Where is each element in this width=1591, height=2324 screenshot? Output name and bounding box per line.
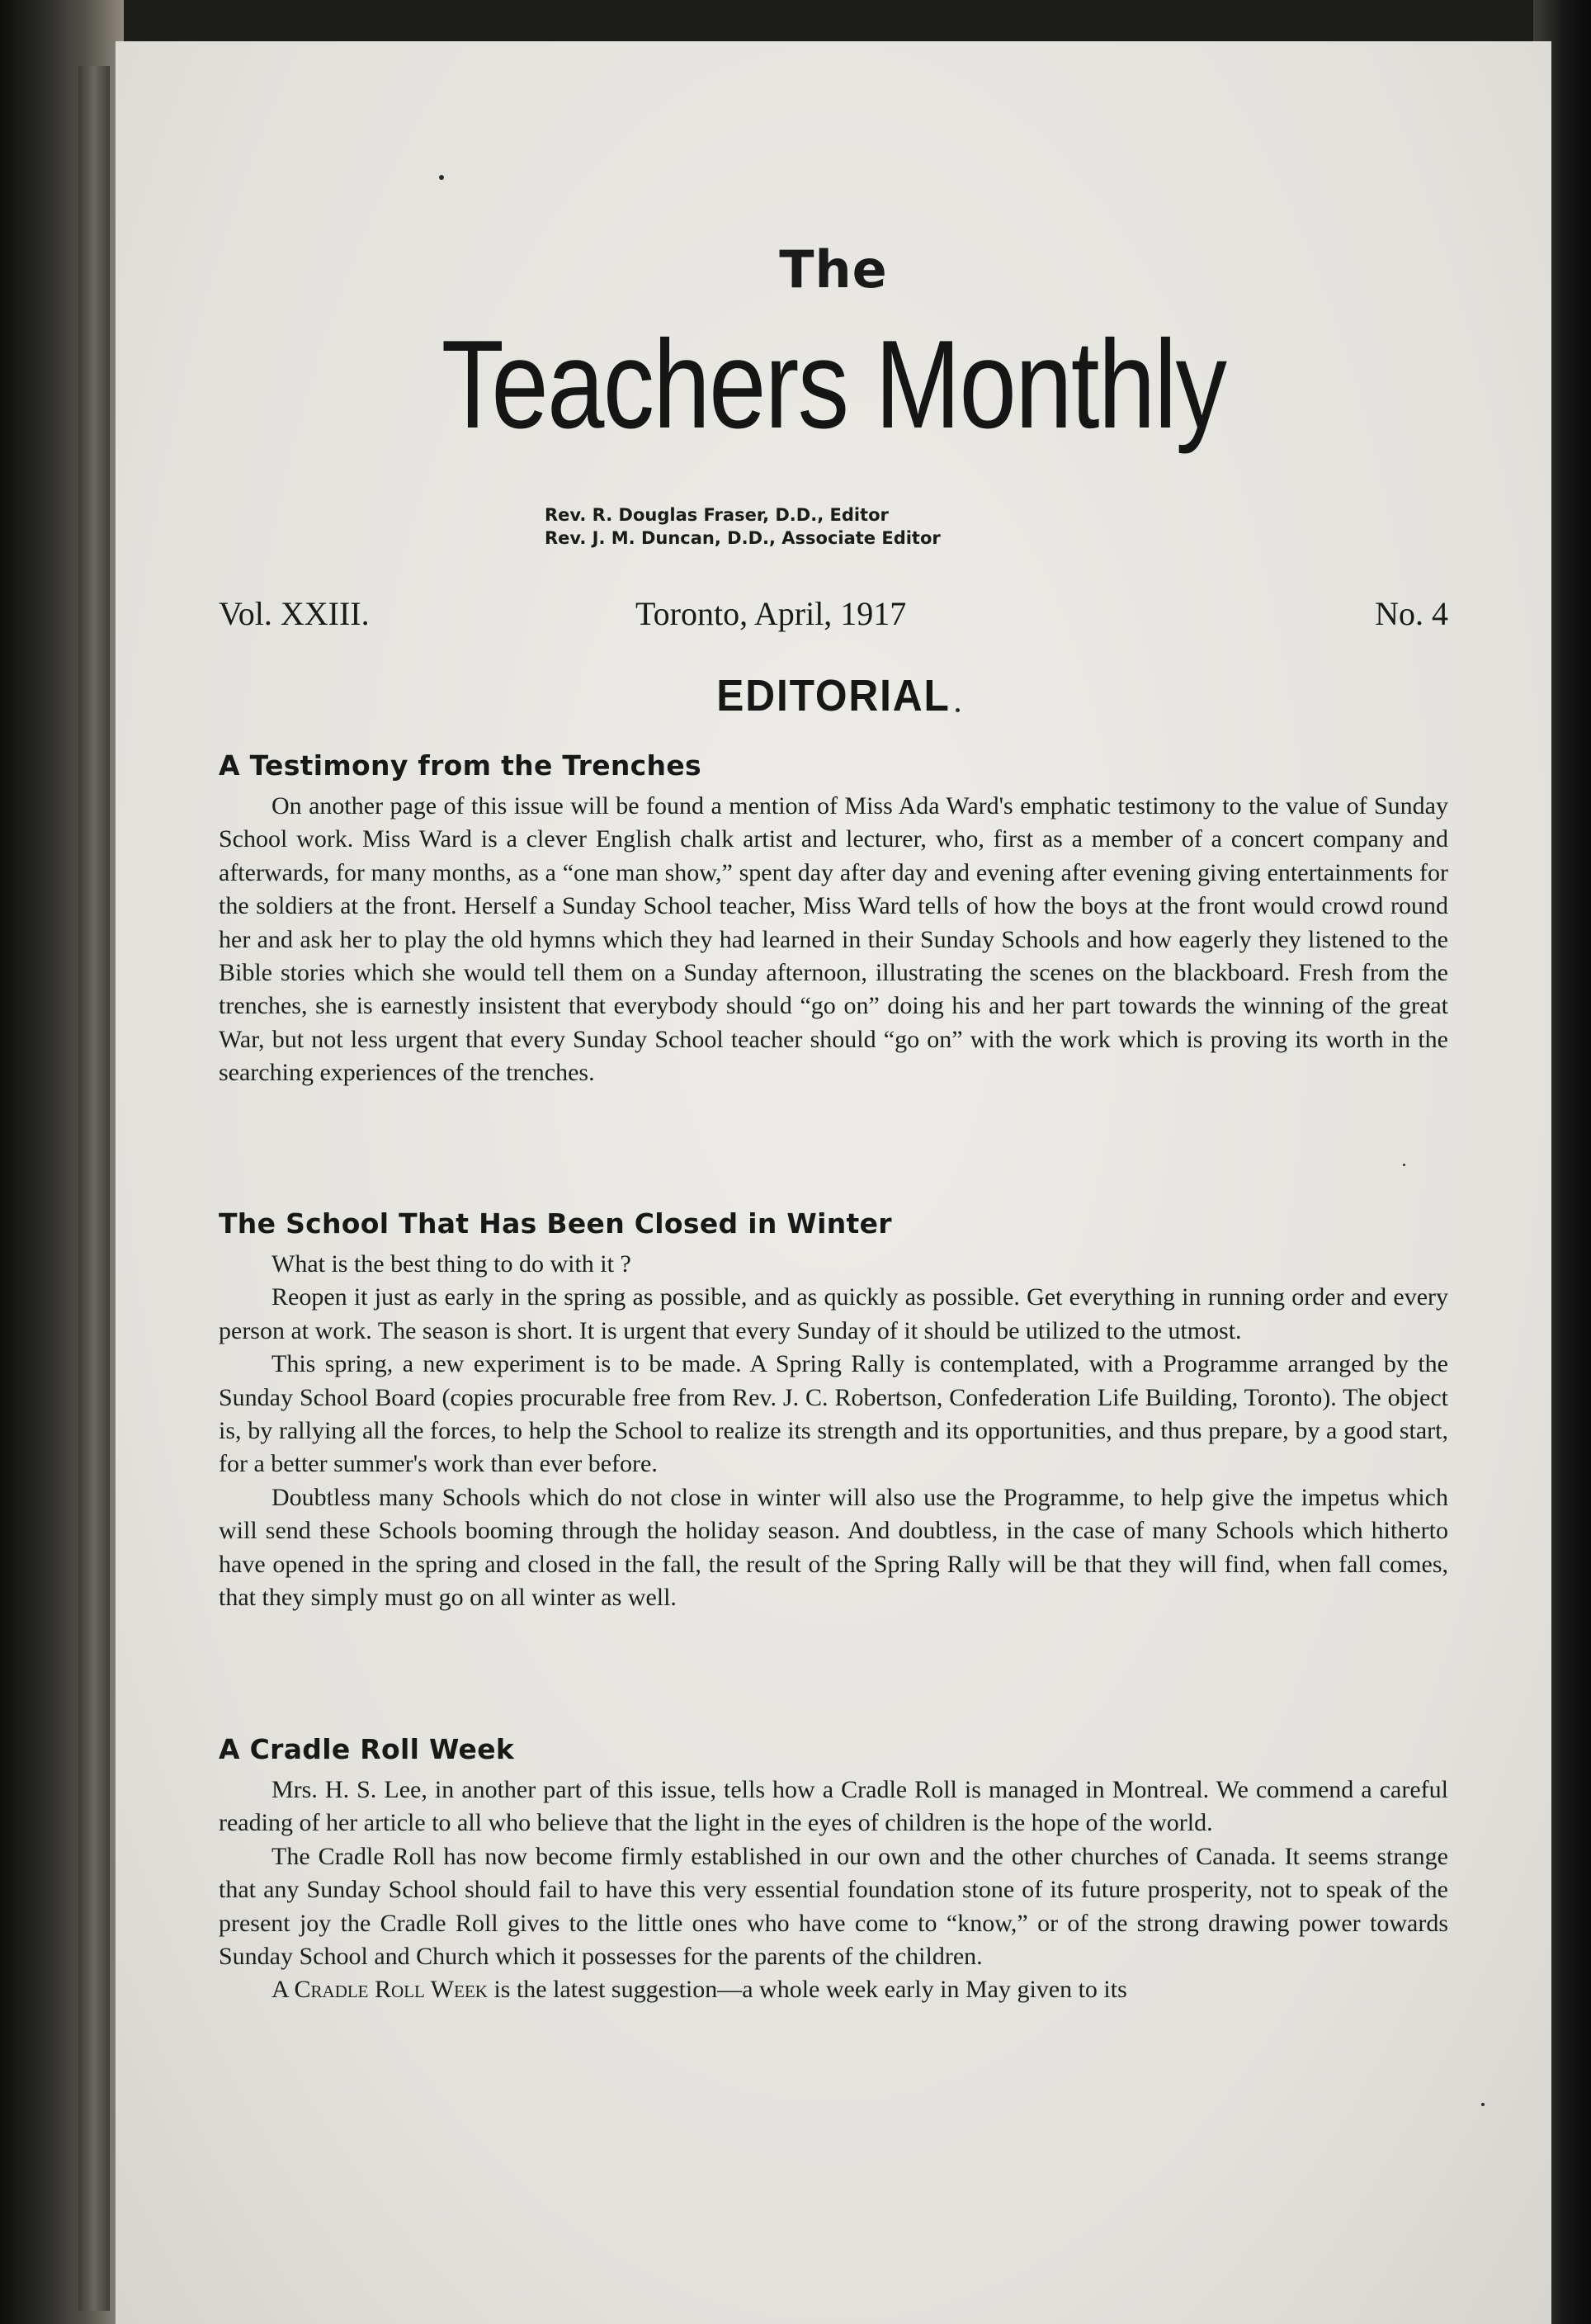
article-paragraph: What is the best thing to do with it ?	[271, 1250, 631, 1278]
place-date-label: Toronto, April, 1917	[635, 595, 907, 632]
article-cradle-roll	[219, 1733, 1448, 2007]
volume-label: Vol. XXIII.	[219, 595, 370, 632]
editors-block	[545, 503, 1122, 550]
article-paragraph: The Cradle Roll has now become firmly established in our own and the other churches of Canada. It seems strange that any Sunday School should fail to have this very essential foundation stone of its future prosperity, not to speak of the present joy the Cradle Roll gives to the little ones who have come to “know,” or of the strong drawing power towards Sunday School and Church which it possesses for the parents of the children.	[219, 1842, 1448, 1971]
article-closed-school	[219, 1207, 1448, 1614]
article-paragraph: On another page of this issue will be found a mention of Miss Ada Ward's emphatic testimony to the value of Sunday School work. Miss Ward is a clever English chalk artist and lecturer, who, first as a member of a concert company and afterwards, for many months, as a “one man show,” spent day after day and evening after evening giving entertainments for the soldiers at the front. Herself a Sunday School teacher, Miss Ward tells of how the boys at the front would crowd round her and ask her to play the old hymns which they had learned in their Sunday Schools and how eagerly they listened to the Bible stories which she would tell them on a Sunday afternoon, illustrating the scenes on the blackboard. Fresh from the trenches, she is earnestly insistent that everybody should “go on” doing his and her part towards the winning of the great War, but not less urgent that every Sunday School teacher should “go on” with the work which is proving its worth in the searching experiences of the trenches.	[219, 792, 1448, 1087]
article-paragraph: Mrs. H. S. Lee, in another part of this issue, tells how a Cradle Roll is managed in Montreal. We commend a careful reading of her article to all who believe that the light in the eyes of children is the hope of the world.	[219, 1776, 1448, 1837]
article-heading: A Cradle Roll Week	[219, 1733, 515, 1765]
editor-line: Rev. R. Douglas Fraser, D.D., Editor	[545, 505, 889, 525]
article-paragraph: This spring, a new experiment is to be made. A Spring Rally is contemplated, with a Programme arranged by the Sunday School Board (copies procurable free from Rev. J. C. Robertson, Confederation Life Building, Toronto). The object is, by rallying all the forces, to help the School to realize its strength and its opportunities, and thus prepare, by a good start, for a better summer's work than ever before.	[219, 1350, 1448, 1478]
paper-speck	[439, 175, 444, 180]
article-paragraph: Reopen it just as early in the spring as possible, and as quickly as possible. Get everything in running order and every person at work. The season is short. It is urgent that every Sunday of it should be utilized to the utmost.	[219, 1283, 1448, 1344]
issue-line	[219, 594, 1448, 635]
associate-editor-line: Rev. J. M. Duncan, D.D., Associate Editor	[545, 528, 941, 548]
document-page	[116, 41, 1551, 2324]
paragraph-continuation: is the latest suggestion—a whole week early in May given to its	[487, 1976, 1127, 2004]
issue-number-label: No. 4	[1375, 595, 1448, 632]
book-binding-edge	[78, 66, 110, 2311]
paper-speck	[1481, 2103, 1485, 2106]
cradle-roll-week-lead: A Cradle Roll Week	[271, 1976, 488, 2004]
article-heading: A Testimony from the Trenches	[219, 749, 701, 782]
article-testimony	[219, 749, 1448, 1090]
article-paragraph	[219, 1973, 1448, 2006]
article-paragraph: Doubtless many Schools which do not close in winter will also use the Programme, to help give the impetus which will send these Schools booming through the holiday season. And doubtless, in the case of many Schools which hitherto have opened in the spring and closed in the fall, the result of the Spring Rally will be that they will find, when fall comes, that they simply must go on all winter as well.	[219, 1483, 1448, 1612]
masthead-title: Teachers Monthly	[441, 314, 1226, 455]
paper-speck	[1403, 1164, 1405, 1166]
paper-speck	[956, 708, 960, 712]
article-heading: The School That Has Been Closed in Winter	[219, 1207, 892, 1240]
section-heading: EDITORIAL	[716, 671, 951, 720]
masthead-the: The	[779, 239, 888, 300]
